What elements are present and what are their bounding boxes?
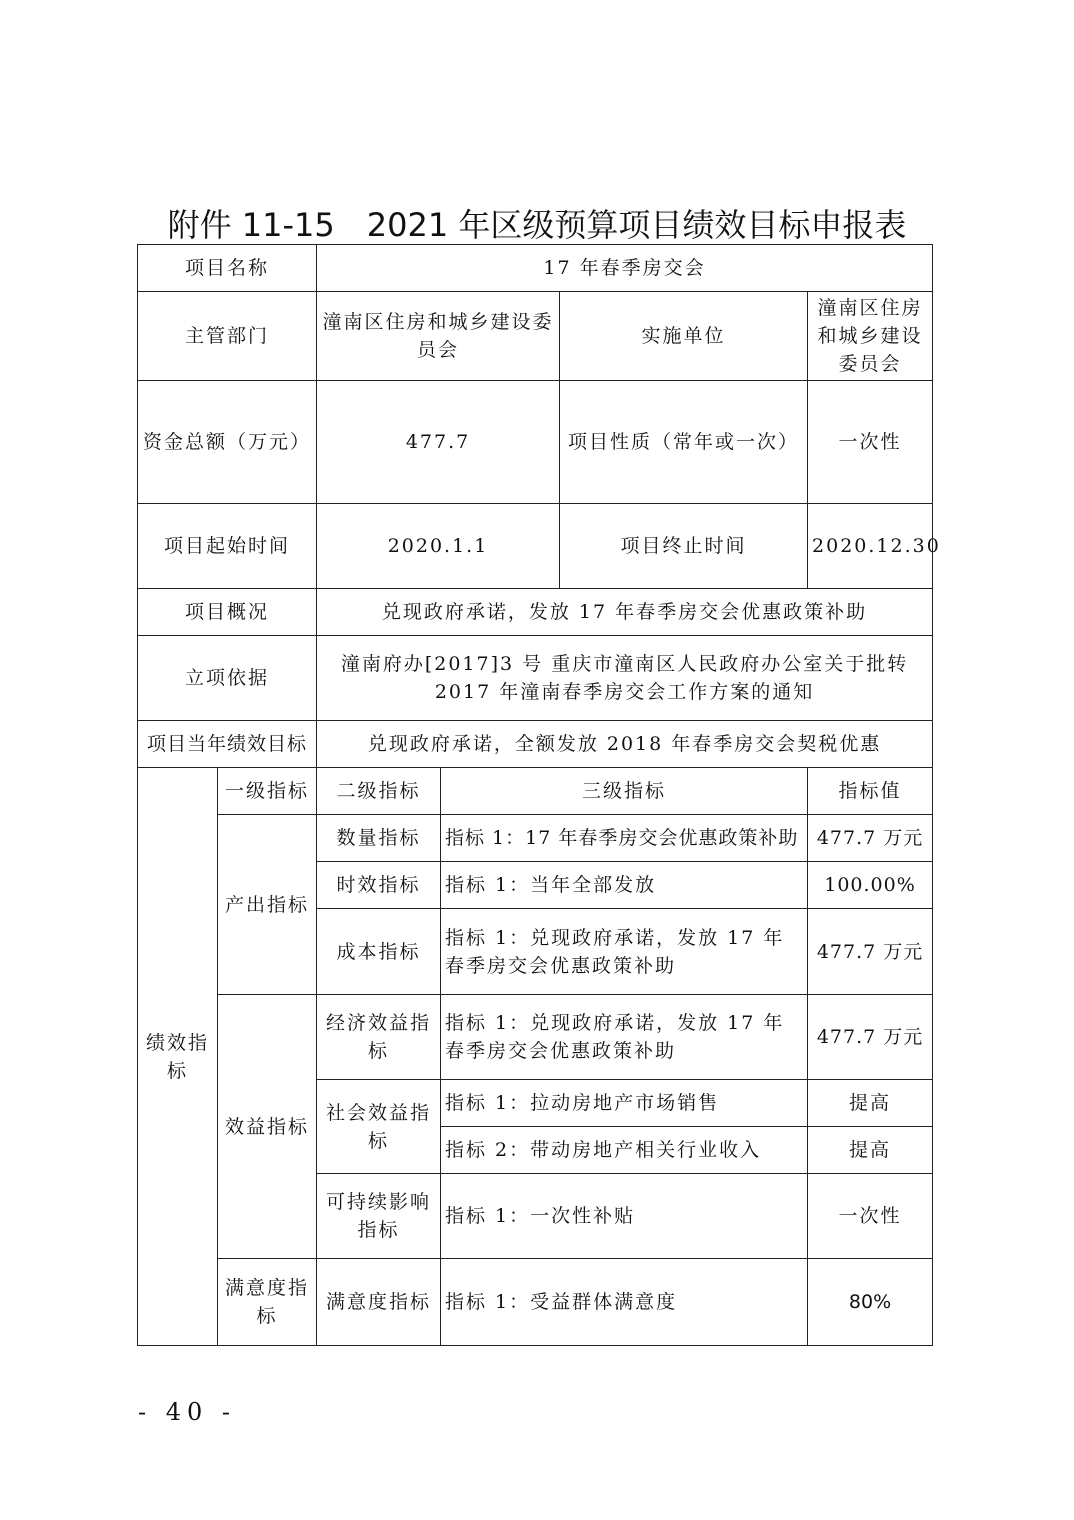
overview-value: 兑现政府承诺，发放 17 年春季房交会优惠政策补助 (317, 589, 933, 636)
goal-value: 兑现政府承诺，全额发放 2018 年春季房交会契税优惠 (317, 721, 933, 768)
performance-target-table (137, 244, 941, 1346)
header-level1: 一级指标 (218, 768, 317, 815)
value-cell: 100.00% (808, 862, 933, 909)
value-cell: 一次性 (808, 1174, 933, 1259)
impl-value: 潼南区住房和城乡建设委员会 (808, 292, 933, 381)
start-label: 项目起始时间 (138, 504, 317, 589)
level3-cell: 指标 1：17 年春季房交会优惠政策补助 (441, 815, 808, 862)
value-cell: 提高 (808, 1127, 933, 1174)
project-name-value: 17 年春季房交会 (317, 245, 933, 292)
indicator-group-label: 绩效指标 (138, 768, 218, 1346)
header-level3: 三级指标 (441, 768, 808, 815)
nature-label: 项目性质（常年或一次） (560, 381, 808, 504)
fund-value: 477.7 (317, 381, 560, 504)
dept-value: 潼南区住房和城乡建设委员会 (317, 292, 560, 381)
output-indicator-label: 产出指标 (218, 815, 317, 995)
header-value: 指标值 (808, 768, 933, 815)
project-name-label: 项目名称 (138, 245, 317, 292)
level2-cell: 社会效益指标 (317, 1080, 441, 1174)
header-level2: 二级指标 (317, 768, 441, 815)
page-number: - 40 - (138, 1398, 237, 1426)
impl-label: 实施单位 (560, 292, 808, 381)
level3-cell: 指标 1：当年全部发放 (441, 862, 808, 909)
overview-label: 项目概况 (138, 589, 317, 636)
basis-value: 潼南府办[2017]3 号 重庆市潼南区人民政府办公室关于批转 2017 年潼南春季房交会工作方案的通知 (317, 636, 933, 721)
level2-cell: 成本指标 (317, 909, 441, 995)
level2-cell: 满意度指标 (317, 1259, 441, 1346)
level3-cell: 指标 1：拉动房地产市场销售 (441, 1080, 808, 1127)
goal-label: 项目当年绩效目标 (138, 721, 317, 768)
value-cell: 477.7 万元 (808, 995, 933, 1080)
level3-cell: 指标 2：带动房地产相关行业收入 (441, 1127, 808, 1174)
end-label: 项目终止时间 (560, 504, 808, 589)
end-value: 2020.12.30 (808, 504, 933, 589)
dept-label: 主管部门 (138, 292, 317, 381)
fund-label: 资金总额（万元） (138, 381, 317, 504)
level3-cell: 指标 1：一次性补贴 (441, 1174, 808, 1259)
level2-cell: 时效指标 (317, 862, 441, 909)
satisfaction-indicator-label: 满意度指标 (218, 1259, 317, 1346)
value-cell: 80% (808, 1259, 933, 1346)
basis-label: 立项依据 (138, 636, 317, 721)
level3-cell: 指标 1：兑现政府承诺，发放 17 年春季房交会优惠政策补助 (441, 909, 808, 995)
level2-cell: 可持续影响指标 (317, 1174, 441, 1259)
start-value: 2020.1.1 (317, 504, 560, 589)
level3-cell: 指标 1：兑现政府承诺，发放 17 年春季房交会优惠政策补助 (441, 995, 808, 1080)
value-cell: 477.7 万元 (808, 815, 933, 862)
value-cell: 477.7 万元 (808, 909, 933, 995)
benefit-indicator-label: 效益指标 (218, 995, 317, 1259)
level2-cell: 经济效益指标 (317, 995, 441, 1080)
nature-value: 一次性 (808, 381, 933, 504)
level3-cell: 指标 1：受益群体满意度 (441, 1259, 808, 1346)
value-cell: 提高 (808, 1080, 933, 1127)
page-title: 附件 11-15 2021 年区级预算项目绩效目标申报表 (167, 206, 907, 244)
level2-cell: 数量指标 (317, 815, 441, 862)
